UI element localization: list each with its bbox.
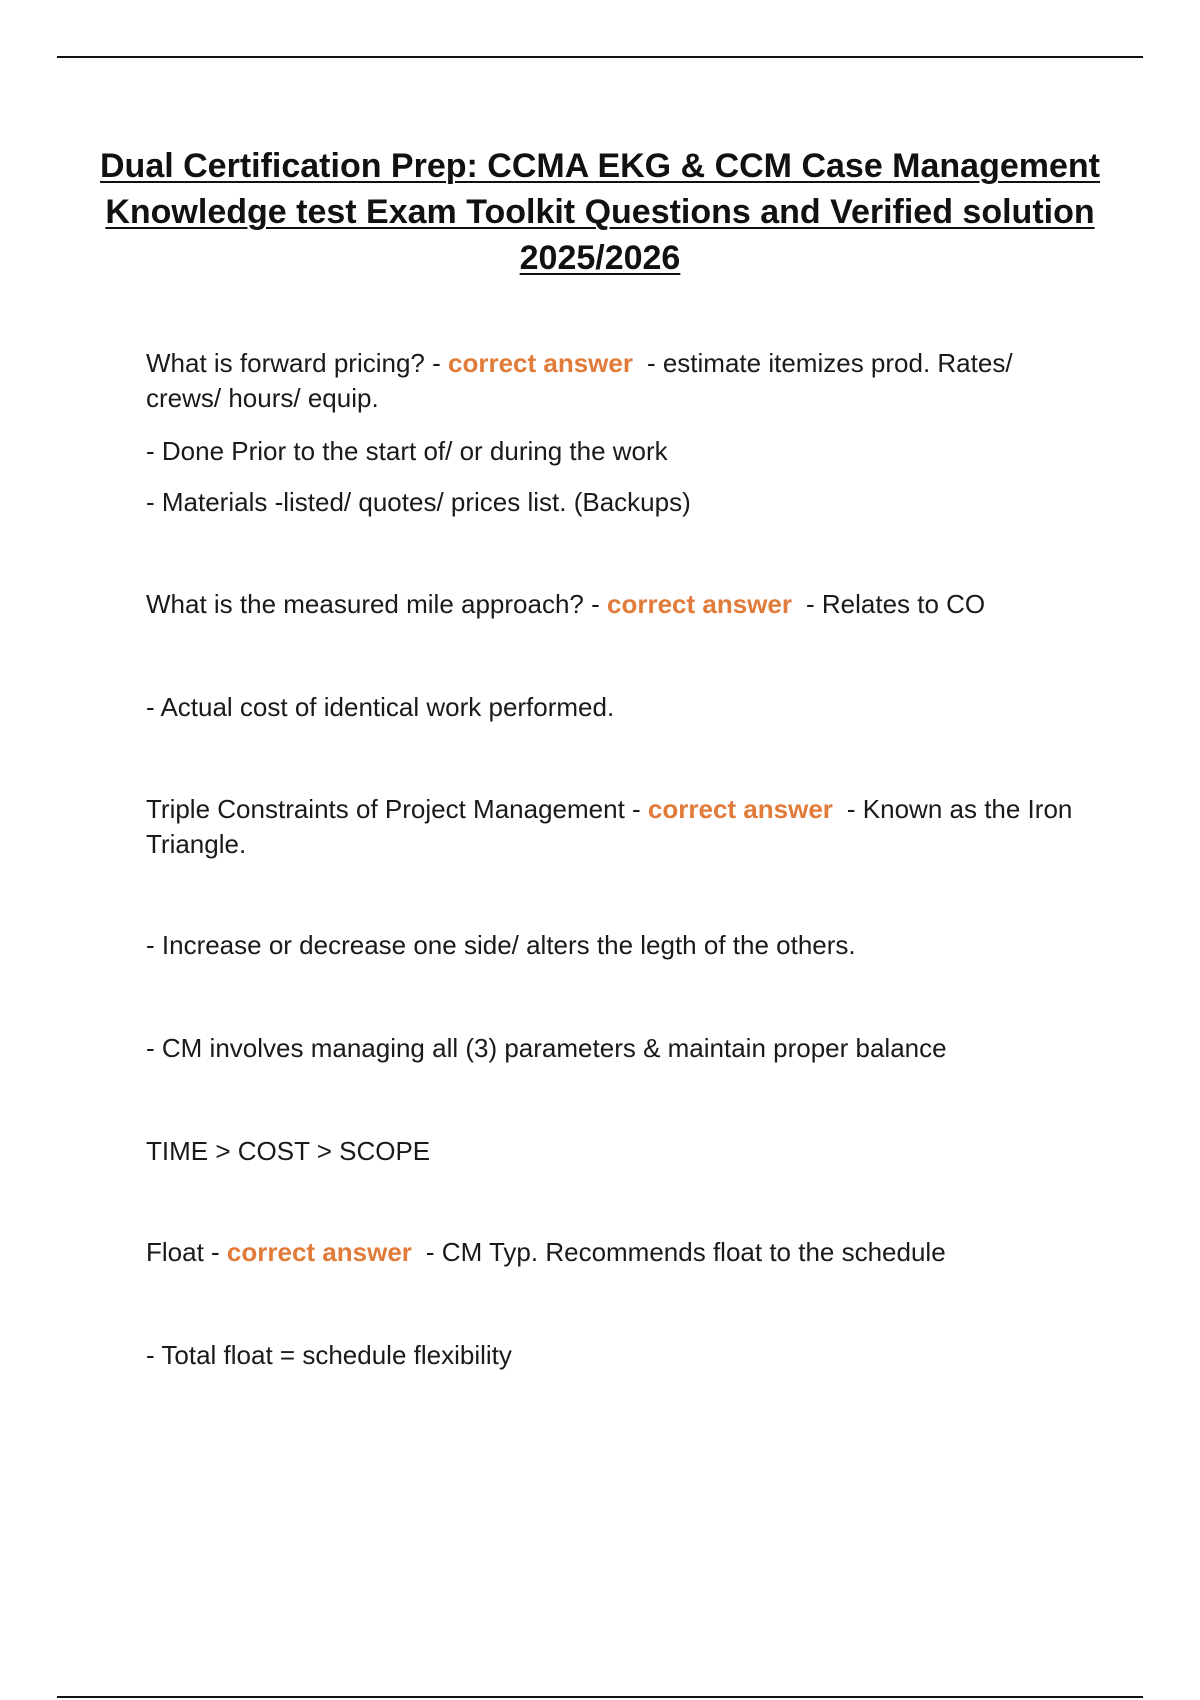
- answer-detail: - Increase or decrease one side/ alters the legth of the others.: [146, 930, 856, 960]
- qa-item-forward-pricing: [146, 346, 1076, 416]
- question-text: Float -: [146, 1237, 227, 1267]
- answer-detail: - Actual cost of identical work performed.: [146, 692, 615, 722]
- answer-detail: - Total float = schedule flexibility: [146, 1340, 512, 1370]
- question-text: What is forward pricing? -: [146, 348, 448, 378]
- bottom-rule: [57, 1696, 1143, 1698]
- answer-detail: TIME > COST > SCOPE: [146, 1136, 431, 1166]
- answer-text: - estimate itemizes prod. Rates/ crews/ hours/ equip.: [146, 348, 1013, 413]
- correct-answer-label: correct answer: [647, 794, 833, 824]
- document-title: Dual Certification Prep: CCMA EKG & CCM Case Management Knowledge test Exam Toolkit Questions and Verified solution 2025/2026: [100, 147, 1100, 277]
- question-text: What is the measured mile approach? -: [146, 589, 607, 619]
- answer-text: - CM Typ. Recommends float to the schedule: [425, 1237, 946, 1267]
- question-text: Triple Constraints of Project Management -: [146, 794, 648, 824]
- qa-item-measured-mile: [146, 587, 1076, 622]
- correct-answer-label: correct answer: [607, 589, 792, 619]
- qa-item-triple-constraints: [146, 792, 1076, 862]
- correct-answer-label: correct answer: [447, 348, 633, 378]
- top-rule: [57, 56, 1143, 58]
- answer-detail: - Materials -listed/ quotes/ prices list. (Backups): [146, 487, 691, 517]
- qa-item-float: [146, 1235, 1076, 1270]
- correct-answer-label: correct answer: [226, 1237, 412, 1267]
- answer-detail: - Done Prior to the start of/ or during the work: [146, 436, 668, 466]
- answer-text: - Known as the Iron Triangle.: [146, 794, 1073, 859]
- answer-detail: - CM involves managing all (3) parameters & maintain proper balance: [146, 1033, 947, 1063]
- answer-text: - Relates to CO: [805, 589, 986, 619]
